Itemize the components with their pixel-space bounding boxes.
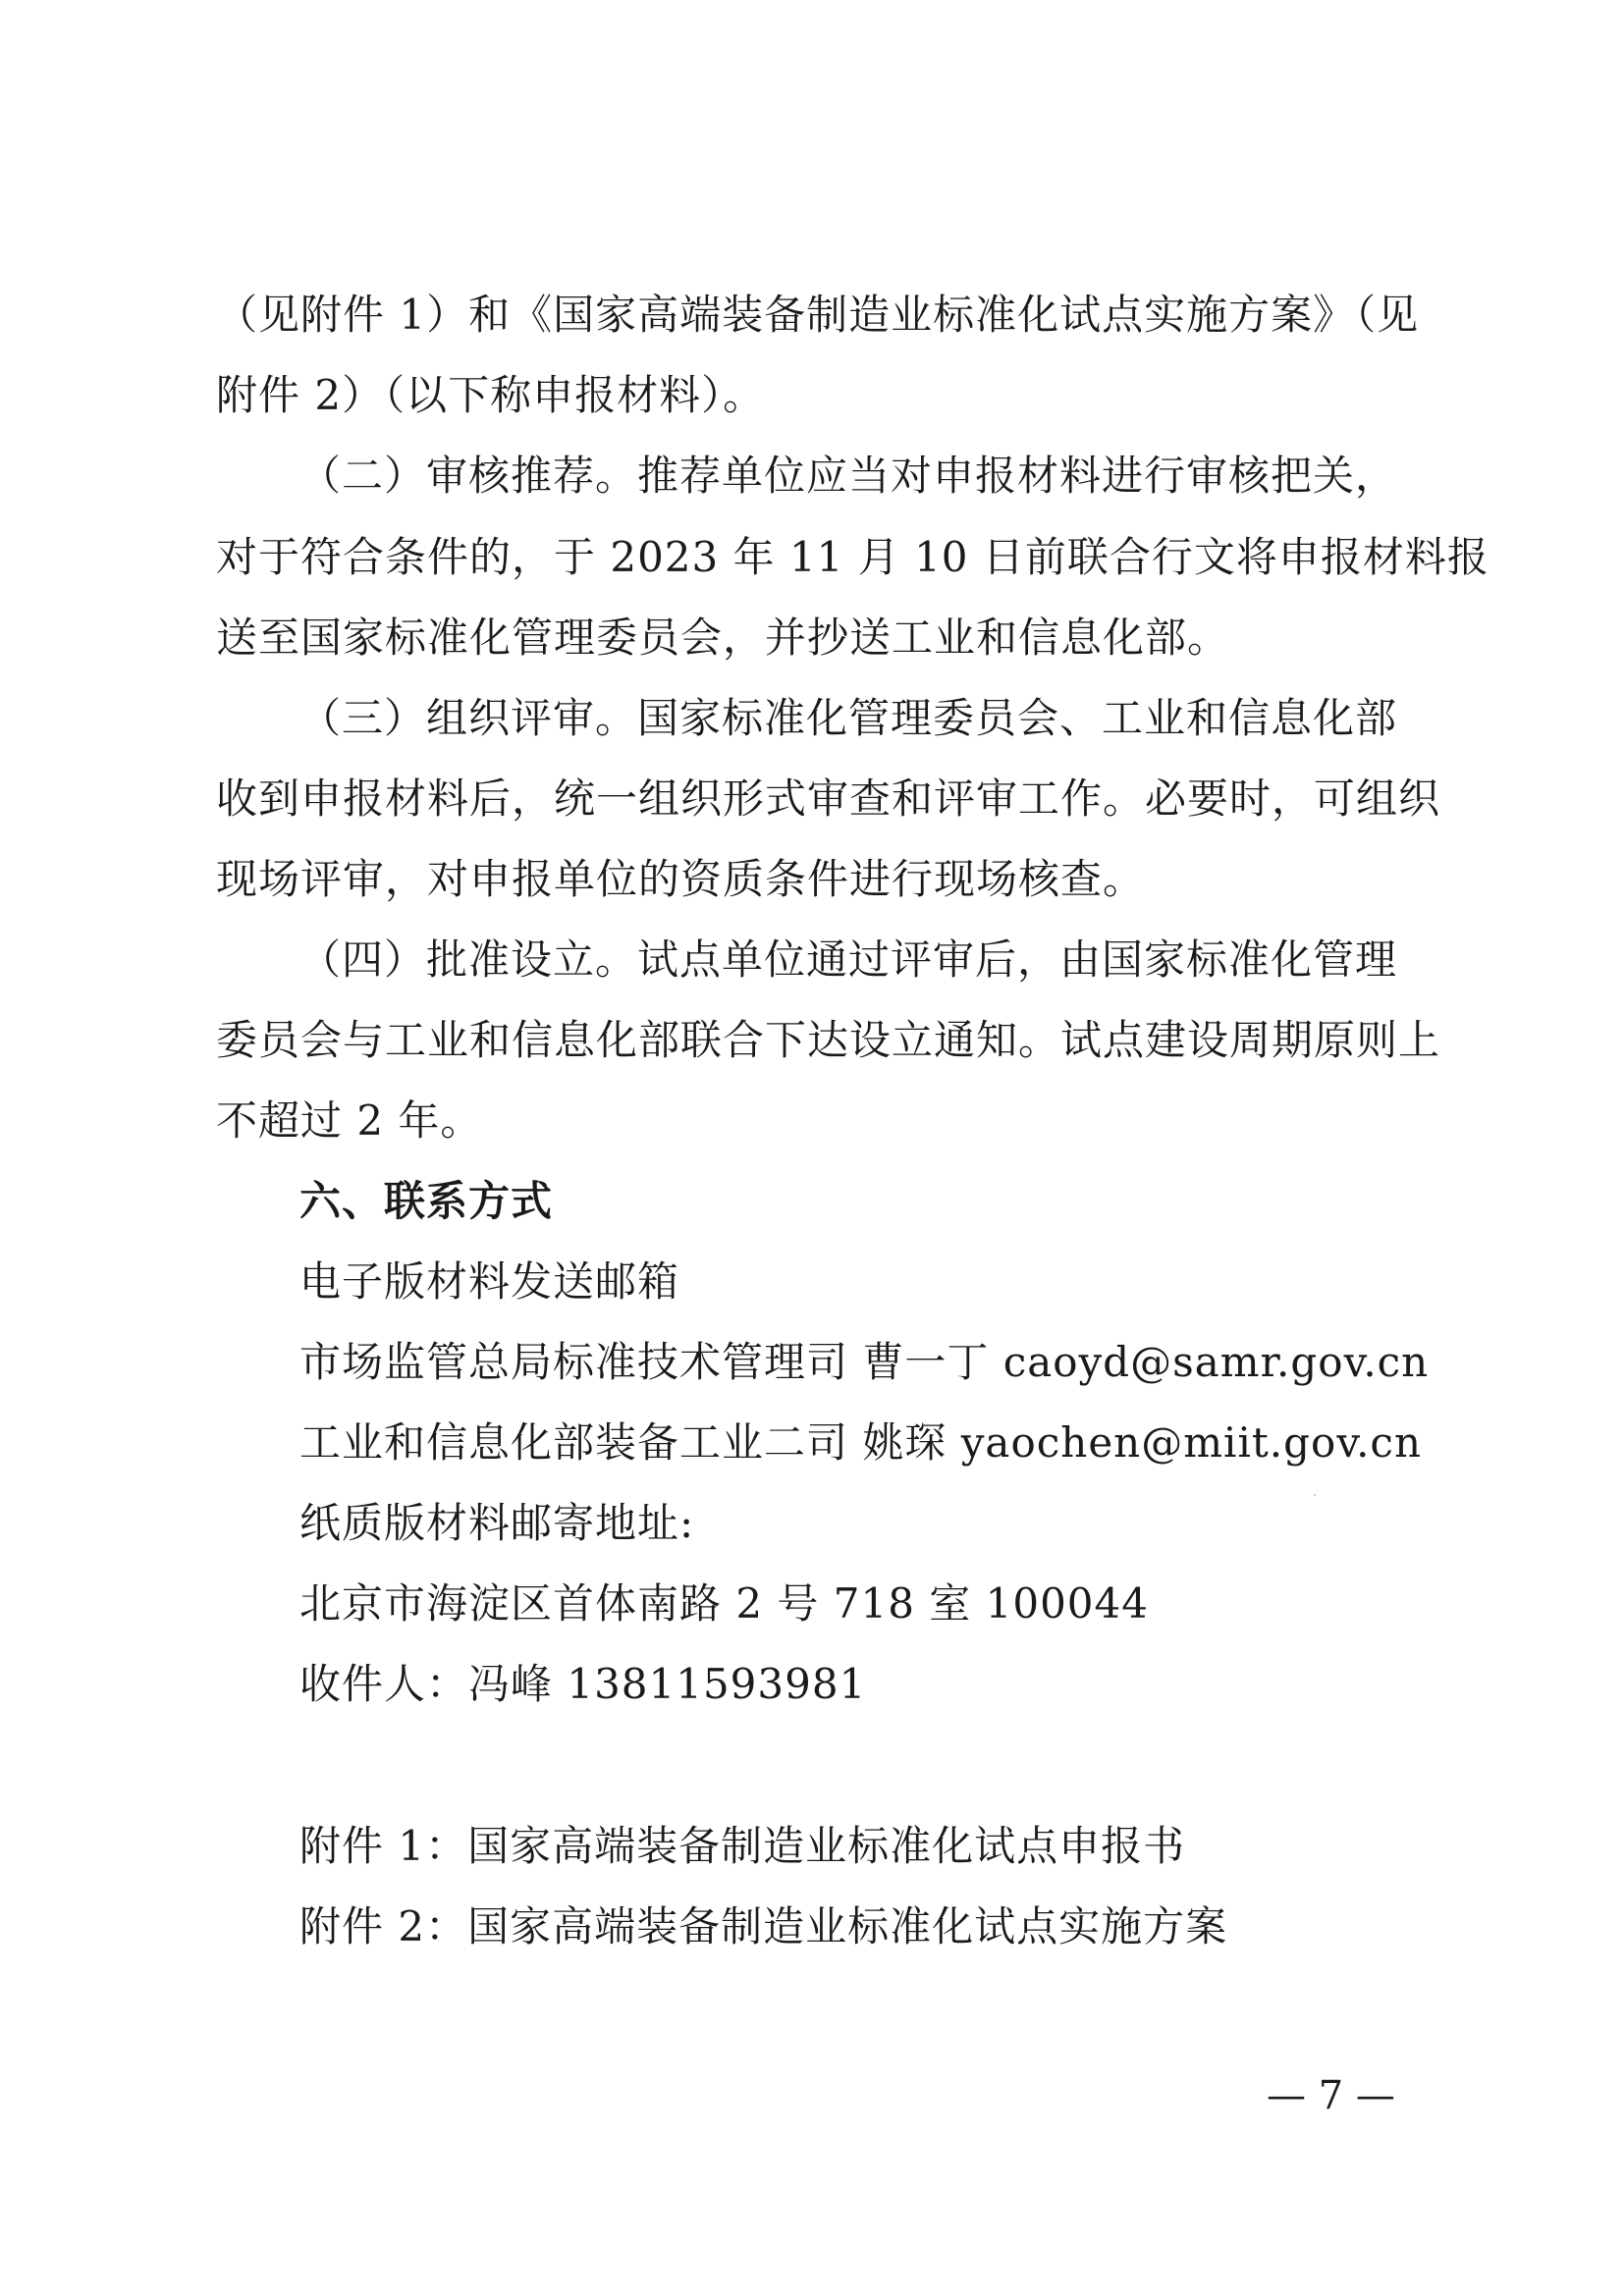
recipient: 收件人：冯峰 13811593981 — [299, 1660, 867, 1708]
contact-line-miit: 工业和信息化部装备工业二司 姚琛 yaochen@miit.gov.cn — [299, 1418, 1422, 1467]
attachment-item: 附件 1：国家高端装备制造业标准化试点申报书 — [299, 1822, 1186, 1870]
paragraph-line: 现场评审，对申报单位的资质条件进行现场核查。 — [216, 855, 1146, 903]
mail-address: 北京市海淀区首体南路 2 号 718 室 100044 — [299, 1579, 1149, 1628]
paragraph-line: （二）审核推荐。推荐单位应当对申报材料进行审核把关， — [299, 452, 1398, 500]
scan-speck — [1314, 1494, 1316, 1496]
page-number: — 7 — — [1267, 2073, 1395, 2118]
paragraph-line: 送至国家标准化管理委员会，并抄送工业和信息化部。 — [216, 614, 1230, 662]
mail-address-label: 纸质版材料邮寄地址: — [299, 1499, 695, 1547]
paragraph-line: （三）组织评审。国家标准化管理委员会、工业和信息化部 — [299, 694, 1398, 742]
paragraph-line: 委员会与工业和信息化部联合下达设立通知。试点建设周期原则上 — [216, 1016, 1441, 1064]
contact-line-samr: 市场监管总局标准技术管理司 曹一丁 caoyd@samr.gov.cn — [299, 1338, 1430, 1386]
paragraph-line: 对于符合条件的，于 2023 年 11 月 10 日前联合行文将申报材料报 — [216, 533, 1489, 581]
paragraph-line: （四）批准设立。试点单位通过评审后，由国家标准化管理 — [299, 935, 1398, 984]
paragraph-line: 附件 2）（以下称申报材料）。 — [216, 371, 766, 419]
paragraph-line: （见附件 1）和《国家高端装备制造业标准化试点实施方案》（见 — [216, 291, 1420, 339]
contact-email-label: 电子版材料发送邮箱 — [299, 1257, 680, 1306]
section-heading: 六、联系方式 — [299, 1177, 554, 1225]
attachment-item: 附件 2：国家高端装备制造业标准化试点实施方案 — [299, 1902, 1228, 1950]
paragraph-line: 不超过 2 年。 — [216, 1096, 483, 1145]
paragraph-line: 收到申报材料后，统一组织形式审查和评审工作。必要时，可组织 — [216, 774, 1441, 823]
